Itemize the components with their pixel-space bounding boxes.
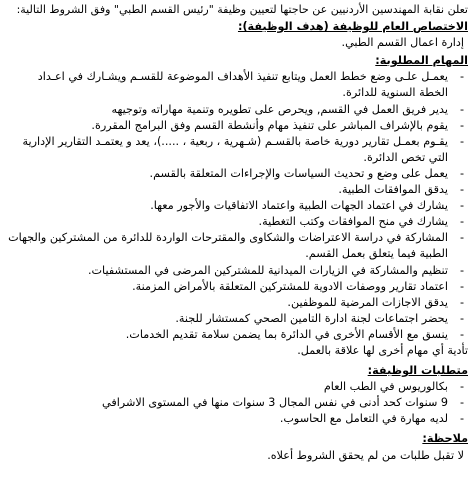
task-item: - يعمل على وضع و تحديث السياسات والإجراءات المتعلقة بالقسم.: [6, 166, 468, 182]
notes-heading: ملاحظة:: [422, 432, 468, 446]
task-item: - يعمـل علـى وضع خطط العمل ويتابع تنفيذ الأهداف الموضوعة للقسـم ويشـارك في اعـداد الخطة السنوية للدائرة.: [6, 69, 468, 101]
task-item: - يقـوم بعمـل تقارير دورية خاصة بالقسـم (شـهرية ، ربعية ، .....)، يعد و يعتمـد التقارير الإدارية التي تخص الدائرة.: [6, 134, 468, 166]
requirement-item: - 9 سنوات كحد أدنى في نفس المجال 3 سنوات منها في المستوى الاشرافي: [6, 395, 468, 411]
task-item: - اعتماد تقارير ووصفات الادوية للمشتركين المتعلقة بالأمراض المزمنة.: [6, 279, 468, 295]
objective-heading: الاختصاص العام للوظيفة (هدف الوظيفة):: [237, 20, 468, 34]
tasks-list: [6, 69, 468, 343]
task-item: - يشارك في منح الموافقات وكتب التغطية.: [6, 214, 468, 230]
task-item: - يدقق الاجازات المرضية للموظفين.: [6, 295, 468, 311]
tasks-heading: المهام المطلوبة:: [375, 54, 468, 68]
task-item: - المشاركة في دراسة الاعتراضات والشكاوى والمقترحات الواردة للدائرة من المشتركين والجهات الطبية فيما يتعلق بعمل القسم.: [6, 230, 468, 262]
requirement-item: - بكالوريوس في الطب العام: [6, 379, 468, 395]
tasks-closing: تأدية أي مهام أخرى لها علاقة بالعمل.: [297, 343, 468, 357]
task-item: - يحضر اجتماعات لجنة ادارة التامين الصحي كمستشار للجنة.: [6, 311, 468, 327]
task-item: - يدير فريق العمل في القسم, ويحرص على تطويره وتنمية مهاراته وتوجيهه: [6, 102, 468, 118]
requirements-heading: متطلبات الوظيفة:: [367, 364, 468, 378]
task-item: - يدقق الموافقات الطبية.: [6, 182, 468, 198]
requirements-list: [6, 379, 468, 427]
task-item: - يقوم بالإشراف المباشر على تنفيذ مهام وأنشطة القسم وفق البرامج المقررة.: [6, 118, 468, 134]
objective-text: إدارة اعمال القسم الطبي.: [341, 36, 464, 50]
announcement-intro: تعلن نقابة المهندسين الأردنيين عن حاجتها لتعيين وظيفة "رئيس القسم الطبي" وفق الشروط التالية:: [16, 3, 468, 16]
task-item: - تنظيم والمشاركة في الزيارات الميدانية للمشتركين المرضى في المستشفيات.: [6, 263, 468, 279]
task-item: - يشارك في اعتماد الجهات الطبية واعتماد الاتفاقيات والأجور معها.: [6, 198, 468, 214]
notes-first-line: لا تقبل طلبات من لم يحقق الشروط أعلاه.: [267, 448, 464, 462]
requirement-item: - لديه مهارة في التعامل مع الحاسوب.: [6, 411, 468, 427]
task-item: - ينسق مع الأقسام الأخرى في الدائرة بما يضمن سلامة تقديم الخدمات.: [6, 327, 468, 343]
